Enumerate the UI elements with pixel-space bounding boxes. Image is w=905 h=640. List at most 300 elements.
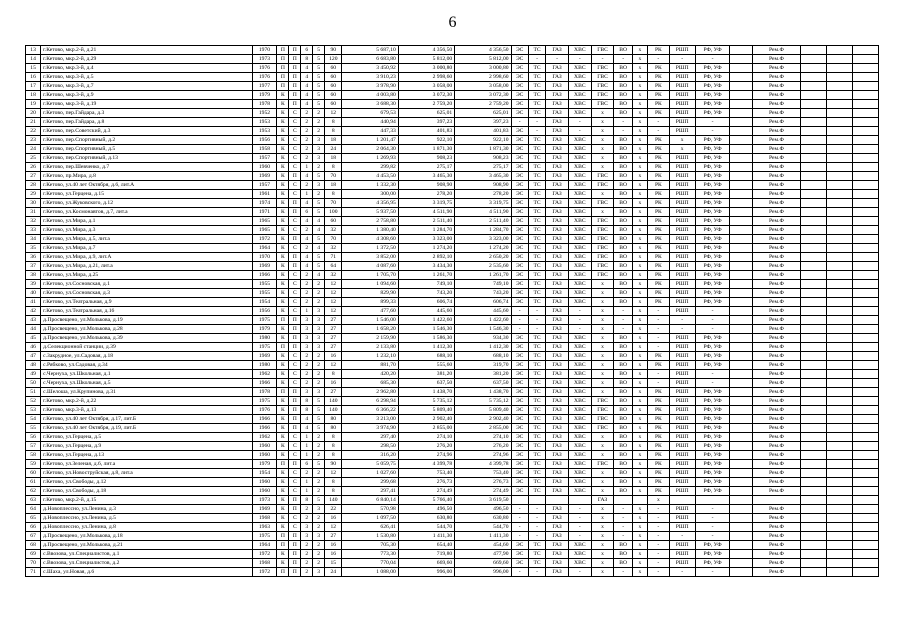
cell-empty bbox=[826, 253, 852, 262]
cell-roof-repair: - bbox=[648, 343, 670, 352]
cell-facade: РФ, УФ bbox=[695, 361, 730, 370]
cell-gas-supply: ГАЗ bbox=[546, 550, 569, 559]
cell-sections: 2 bbox=[301, 550, 313, 559]
cell-address: г.Кетово, пер.Спортивный, д.2 bbox=[41, 136, 252, 145]
cell-total-area: 770,04 bbox=[342, 559, 398, 568]
cell-sewerage: ВО bbox=[614, 541, 632, 550]
cell-total-area: 881,70 bbox=[342, 361, 398, 370]
cell-cold-water: ХВС bbox=[568, 154, 591, 163]
cell-living-area: 996,00 bbox=[398, 568, 454, 577]
cell-living-area: 2 998,60 bbox=[398, 73, 454, 82]
cell-living-area: 669,60 bbox=[398, 559, 454, 568]
cell-wall-material: К bbox=[277, 181, 289, 190]
cell-rshp bbox=[669, 496, 695, 505]
cell-sections: 8 bbox=[301, 55, 313, 64]
cell-residential-area: 743,20 bbox=[455, 289, 511, 298]
cell-roof-repair: РК bbox=[648, 487, 670, 496]
cell-facade: РФ, УФ bbox=[695, 352, 730, 361]
cell-residential-area: 4 399,78 bbox=[455, 460, 511, 469]
cell-sections: 2 bbox=[301, 145, 313, 154]
cell-year-built: 1954 bbox=[252, 298, 277, 307]
cell-building-type: С bbox=[289, 280, 301, 289]
cell-repair-fund: Рем.Ф bbox=[753, 343, 801, 352]
cell-roof-repair: РК bbox=[648, 73, 670, 82]
cell-apartments: 60 bbox=[325, 217, 342, 226]
cell-bath: х bbox=[632, 370, 647, 379]
cell-bath: х bbox=[632, 478, 647, 487]
cell-address: г.Кетово, мкр.2-й, д.15 bbox=[41, 496, 252, 505]
cell-heat-supply: ТС bbox=[528, 181, 545, 190]
cell-row-number: 69 bbox=[26, 550, 41, 559]
cell-electric-supply: ЭС bbox=[511, 244, 528, 253]
cell-hot-water: х bbox=[591, 154, 614, 163]
cell-apartments: 60 bbox=[325, 91, 342, 100]
cell-wall-material: П bbox=[277, 73, 289, 82]
cell-bath bbox=[632, 496, 647, 505]
cell-year-built: 1965 bbox=[252, 226, 277, 235]
cell-heat-supply: ТС bbox=[528, 406, 545, 415]
cell-cold-water: - bbox=[568, 523, 591, 532]
table-row bbox=[26, 181, 879, 190]
table-row bbox=[26, 388, 879, 397]
table-row bbox=[26, 280, 879, 289]
cell-repair-fund: Рем.Ф bbox=[753, 55, 801, 64]
cell-living-area: 401,83 bbox=[398, 127, 454, 136]
cell-rshp: РШП bbox=[669, 208, 695, 217]
cell-sections: 8 bbox=[301, 397, 313, 406]
cell-sewerage: ВО bbox=[614, 559, 632, 568]
cell-floors: 4 bbox=[313, 244, 325, 253]
cell-empty bbox=[826, 505, 852, 514]
cell-floors: 2 bbox=[313, 190, 325, 199]
cell-address: г.Кетово, ул.Герцена, д.5 bbox=[41, 433, 252, 442]
cell-total-area: 1 269,93 bbox=[342, 154, 398, 163]
cell-sewerage: ВО bbox=[614, 145, 632, 154]
cell-empty bbox=[800, 442, 826, 451]
cell-floors: 4 bbox=[313, 217, 325, 226]
cell-facade: - bbox=[695, 118, 730, 127]
cell-empty bbox=[852, 442, 878, 451]
cell-empty bbox=[826, 568, 852, 577]
cell-sections: 2 bbox=[301, 541, 313, 550]
cell-heat-supply: ТС bbox=[528, 109, 545, 118]
cell-total-area: 1 027,60 bbox=[342, 469, 398, 478]
cell-empty bbox=[852, 451, 878, 460]
cell-apartments: 71 bbox=[325, 253, 342, 262]
cell-rshp: - bbox=[669, 568, 695, 577]
cell-empty bbox=[852, 325, 878, 334]
cell-empty bbox=[852, 82, 878, 91]
cell-living-area: 654,40 bbox=[398, 541, 454, 550]
cell-bath: х bbox=[632, 487, 647, 496]
cell-wall-material: К bbox=[277, 523, 289, 532]
cell-gas-supply: ГАЗ bbox=[546, 82, 569, 91]
cell-gas-supply: ГАЗ bbox=[546, 397, 569, 406]
cell-total-area: 2 758,80 bbox=[342, 217, 398, 226]
cell-building-type: П bbox=[289, 199, 301, 208]
cell-facade: РФ, УФ bbox=[695, 82, 730, 91]
cell-empty bbox=[800, 505, 826, 514]
cell-total-area: 3 978,90 bbox=[342, 82, 398, 91]
cell-total-area: 4 356,95 bbox=[342, 199, 398, 208]
cell-residential-area: 274,49 bbox=[455, 487, 511, 496]
table-row bbox=[26, 172, 879, 181]
cell-total-area: 298,50 bbox=[342, 442, 398, 451]
cell-wall-material: П bbox=[277, 64, 289, 73]
cell-living-area: 1 412,30 bbox=[398, 343, 454, 352]
cell-sewerage: ВО bbox=[614, 100, 632, 109]
cell-roof-repair: РК bbox=[648, 190, 670, 199]
cell-sections: 2 bbox=[301, 154, 313, 163]
cell-facade: РФ, УФ bbox=[695, 73, 730, 82]
cell-hot-water: х bbox=[591, 433, 614, 442]
cell-bath: х bbox=[632, 433, 647, 442]
cell-living-area: 274,10 bbox=[398, 433, 454, 442]
cell-row-number: 66 bbox=[26, 523, 41, 532]
cell-building-type: П bbox=[289, 559, 301, 568]
cell-hot-water: ГВС bbox=[591, 64, 614, 73]
cell-rshp: РШП bbox=[669, 451, 695, 460]
cell-repair-fund: Рем.Ф bbox=[753, 325, 801, 334]
cell-hot-water: ГВС bbox=[591, 199, 614, 208]
cell-year-built: 1968 bbox=[252, 514, 277, 523]
cell-apartments: 27 bbox=[325, 532, 342, 541]
cell-cold-water: ХВС bbox=[568, 181, 591, 190]
cell-row-number: 67 bbox=[26, 532, 41, 541]
cell-electric-supply: ЭС bbox=[511, 478, 528, 487]
cell-floors: 2 bbox=[313, 433, 325, 442]
cell-building-type: П bbox=[289, 343, 301, 352]
cell-row-number: 48 bbox=[26, 361, 41, 370]
cell-facade: РФ, УФ bbox=[695, 289, 730, 298]
cell-hot-water: х bbox=[591, 370, 614, 379]
cell-hot-water: х bbox=[591, 316, 614, 325]
cell-residential-area: 3 000,80 bbox=[455, 64, 511, 73]
cell-roof-repair: - bbox=[648, 55, 670, 64]
cell-repair-fund: Рем.Ф bbox=[753, 424, 801, 433]
cell-row-number: 22 bbox=[26, 127, 41, 136]
cell-address: г.Кетово, пер.Гайдара, д.3 bbox=[41, 109, 252, 118]
cell-repair-fund: Рем.Ф bbox=[753, 406, 801, 415]
cell-cold-water: ХВС bbox=[568, 388, 591, 397]
cell-electric-supply: ЭС bbox=[511, 361, 528, 370]
cell-empty bbox=[800, 136, 826, 145]
cell-year-built: 1969 bbox=[252, 172, 277, 181]
cell-sections: 1 bbox=[301, 307, 313, 316]
cell-extra bbox=[730, 334, 753, 343]
cell-empty bbox=[852, 406, 878, 415]
cell-gas-supply: ГАЗ bbox=[546, 253, 569, 262]
cell-rshp: РШП bbox=[669, 235, 695, 244]
cell-year-built: 1958 bbox=[252, 145, 277, 154]
cell-row-number: 64 bbox=[26, 505, 41, 514]
table-row bbox=[26, 73, 879, 82]
cell-repair-fund: Рем.Ф bbox=[753, 307, 801, 316]
cell-repair-fund: Рем.Ф bbox=[753, 523, 801, 532]
cell-extra bbox=[730, 361, 753, 370]
cell-bath: х bbox=[632, 298, 647, 307]
cell-empty bbox=[852, 289, 878, 298]
cell-repair-fund: Рем.Ф bbox=[753, 334, 801, 343]
cell-residential-area: 2 650,20 bbox=[455, 253, 511, 262]
cell-sections: 4 bbox=[301, 100, 313, 109]
cell-bath: х bbox=[632, 136, 647, 145]
table-row bbox=[26, 469, 879, 478]
cell-facade: РФ, УФ bbox=[695, 478, 730, 487]
cell-roof-repair: - bbox=[648, 514, 670, 523]
cell-gas-supply: ГАЗ bbox=[546, 136, 569, 145]
cell-bath: х bbox=[632, 523, 647, 532]
cell-address: г.Кетово, пер.Спортивный, д.13 bbox=[41, 154, 252, 163]
cell-total-area: 4 003,80 bbox=[342, 91, 398, 100]
cell-gas-supply: ГАЗ bbox=[546, 262, 569, 271]
cell-empty bbox=[826, 100, 852, 109]
cell-apartments: 140 bbox=[325, 496, 342, 505]
cell-electric-supply: ЭС bbox=[511, 487, 528, 496]
cell-heat-supply: ТС bbox=[528, 253, 545, 262]
cell-address: д.Просвещено, ул.Молькова, д.21 bbox=[41, 541, 252, 550]
cell-rshp: РШП bbox=[669, 46, 695, 55]
cell-sections: 2 bbox=[301, 136, 313, 145]
cell-apartments: 12 bbox=[325, 523, 342, 532]
cell-facade: РФ, УФ bbox=[695, 541, 730, 550]
cell-roof-repair: РК bbox=[648, 289, 670, 298]
cell-hot-water: х bbox=[591, 532, 614, 541]
cell-roof-repair: РК bbox=[648, 235, 670, 244]
cell-address: д.Просвещено, ул.Молькова, д.28 bbox=[41, 325, 252, 334]
cell-total-area: 2 962,80 bbox=[342, 388, 398, 397]
cell-extra bbox=[730, 226, 753, 235]
cell-empty bbox=[800, 352, 826, 361]
cell-repair-fund: Рем.Ф bbox=[753, 46, 801, 55]
cell-bath: х bbox=[632, 163, 647, 172]
cell-year-built: 1956 bbox=[252, 307, 277, 316]
cell-sections: 2 bbox=[301, 559, 313, 568]
cell-row-number: 18 bbox=[26, 91, 41, 100]
cell-rshp: РШП bbox=[669, 415, 695, 424]
cell-address: с.Шаха, ул.Новая, д.6 bbox=[41, 568, 252, 577]
cell-sections: 2 bbox=[301, 514, 313, 523]
cell-hot-water: ГВС bbox=[591, 424, 614, 433]
cell-extra bbox=[730, 253, 753, 262]
cell-apartments: 16 bbox=[325, 352, 342, 361]
cell-rshp: РШП bbox=[669, 298, 695, 307]
cell-facade: РФ, УФ bbox=[695, 460, 730, 469]
cell-sewerage: - bbox=[614, 505, 632, 514]
cell-sections: 4 bbox=[301, 82, 313, 91]
cell-empty bbox=[800, 415, 826, 424]
cell-repair-fund: Рем.Ф bbox=[753, 316, 801, 325]
cell-wall-material: К bbox=[277, 127, 289, 136]
cell-facade: РФ, УФ bbox=[695, 280, 730, 289]
cell-building-type: С bbox=[289, 127, 301, 136]
cell-building-type: П bbox=[289, 64, 301, 73]
cell-living-area: 276,73 bbox=[398, 478, 454, 487]
cell-rshp: РШП bbox=[669, 487, 695, 496]
cell-facade: РФ, УФ bbox=[695, 91, 730, 100]
cell-apartments: 8 bbox=[325, 118, 342, 127]
cell-residential-area: 749,10 bbox=[455, 280, 511, 289]
cell-rshp: РШП bbox=[669, 559, 695, 568]
cell-residential-area: 1 871,30 bbox=[455, 145, 511, 154]
cell-residential-area: 3 619,50 bbox=[455, 496, 511, 505]
cell-roof-repair: РК bbox=[648, 433, 670, 442]
cell-bath: х bbox=[632, 334, 647, 343]
cell-wall-material: К bbox=[277, 271, 289, 280]
cell-hot-water: х bbox=[591, 487, 614, 496]
cell-residential-area: 1 412,30 bbox=[455, 343, 511, 352]
cell-empty bbox=[826, 244, 852, 253]
cell-hot-water: х bbox=[591, 523, 614, 532]
cell-empty bbox=[800, 46, 826, 55]
cell-row-number: 57 bbox=[26, 442, 41, 451]
cell-bath: х bbox=[632, 316, 647, 325]
cell-rshp: РШП bbox=[669, 118, 695, 127]
cell-cold-water: - bbox=[568, 55, 591, 64]
cell-building-type: П bbox=[289, 550, 301, 559]
cell-bath: х bbox=[632, 406, 647, 415]
cell-floors: 2 bbox=[313, 550, 325, 559]
table-row bbox=[26, 46, 879, 55]
cell-wall-material: К bbox=[277, 262, 289, 271]
cell-year-built: 1975 bbox=[252, 316, 277, 325]
cell-heat-supply: ТС bbox=[528, 46, 545, 55]
cell-facade: РФ, УФ bbox=[695, 415, 730, 424]
cell-apartments: 8 bbox=[325, 442, 342, 451]
cell-living-area: 276,20 bbox=[398, 442, 454, 451]
cell-empty bbox=[826, 478, 852, 487]
cell-address: с.Шелоша, ул.Крупинова, д.31 bbox=[41, 388, 252, 397]
cell-facade: РФ, УФ bbox=[695, 442, 730, 451]
cell-address: г.Кетово, ул.Театральная, д.16 bbox=[41, 307, 252, 316]
cell-total-area: 299,68 bbox=[342, 478, 398, 487]
cell-apartments: 8 bbox=[325, 370, 342, 379]
cell-empty bbox=[800, 460, 826, 469]
cell-empty bbox=[852, 370, 878, 379]
cell-hot-water: х bbox=[591, 451, 614, 460]
cell-building-type: П bbox=[289, 208, 301, 217]
cell-empty bbox=[826, 271, 852, 280]
cell-gas-supply: ГАЗ bbox=[546, 64, 569, 73]
cell-row-number: 55 bbox=[26, 424, 41, 433]
cell-repair-fund: Рем.Ф bbox=[753, 478, 801, 487]
cell-floors: 2 bbox=[313, 163, 325, 172]
cell-hot-water: х bbox=[591, 568, 614, 577]
cell-roof-repair: РК bbox=[648, 226, 670, 235]
cell-total-area: 1 094,60 bbox=[342, 280, 398, 289]
cell-wall-material: К bbox=[277, 136, 289, 145]
cell-floors: 5 bbox=[313, 496, 325, 505]
cell-gas-supply: ГАЗ bbox=[546, 424, 569, 433]
cell-building-type: П bbox=[289, 496, 301, 505]
cell-row-number: 30 bbox=[26, 199, 41, 208]
cell-cold-water: ХВС bbox=[568, 334, 591, 343]
cell-heat-supply: - bbox=[528, 316, 545, 325]
cell-address: д.Просвещено, ул.Молькова, д.39 bbox=[41, 334, 252, 343]
cell-hot-water: х bbox=[591, 388, 614, 397]
cell-address: г.Кетово, ул.Свободы, д.18 bbox=[41, 487, 252, 496]
cell-cold-water: ХВС bbox=[568, 406, 591, 415]
cell-apartments: 90 bbox=[325, 46, 342, 55]
cell-hot-water: х bbox=[591, 514, 614, 523]
cell-hot-water: х bbox=[591, 289, 614, 298]
cell-heat-supply: - bbox=[528, 568, 545, 577]
cell-cold-water: ХВС bbox=[568, 370, 591, 379]
cell-address: г.Кетово, ул.Герцена, д.9 bbox=[41, 442, 252, 451]
cell-empty bbox=[852, 388, 878, 397]
cell-hot-water: х bbox=[591, 298, 614, 307]
cell-row-number: 14 bbox=[26, 55, 41, 64]
cell-sewerage: ВО bbox=[614, 172, 632, 181]
cell-hot-water: х bbox=[591, 163, 614, 172]
cell-repair-fund: Рем.Ф bbox=[753, 199, 801, 208]
cell-repair-fund: Рем.Ф bbox=[753, 487, 801, 496]
cell-empty bbox=[826, 379, 852, 388]
cell-living-area: 274,49 bbox=[398, 487, 454, 496]
cell-gas-supply: ГАЗ bbox=[546, 127, 569, 136]
cell-repair-fund: Рем.Ф bbox=[753, 145, 801, 154]
cell-hot-water: ГВС bbox=[591, 172, 614, 181]
cell-rshp: РШП bbox=[669, 361, 695, 370]
cell-cold-water: ХВС bbox=[568, 433, 591, 442]
cell-rshp: РШП bbox=[669, 172, 695, 181]
cell-row-number: 56 bbox=[26, 433, 41, 442]
cell-repair-fund: Рем.Ф bbox=[753, 541, 801, 550]
cell-living-area: 1 871,30 bbox=[398, 145, 454, 154]
cell-extra bbox=[730, 55, 753, 64]
cell-sections: 2 bbox=[301, 379, 313, 388]
cell-gas-supply: ГАЗ bbox=[546, 172, 569, 181]
cell-hot-water: ГВС bbox=[591, 262, 614, 271]
cell-empty bbox=[852, 496, 878, 505]
cell-electric-supply: ЭС bbox=[511, 550, 528, 559]
cell-extra bbox=[730, 244, 753, 253]
cell-empty bbox=[800, 433, 826, 442]
cell-wall-material: К bbox=[277, 307, 289, 316]
cell-gas-supply: ГАЗ bbox=[546, 568, 569, 577]
cell-total-area: 3 688,30 bbox=[342, 100, 398, 109]
cell-address: д.Новоплессно, ул.Ленина, д.5 bbox=[41, 514, 252, 523]
cell-wall-material: К bbox=[277, 100, 289, 109]
cell-address: г.Кетово, ул.40 лет Октября, д.19, лит.Б bbox=[41, 424, 252, 433]
cell-gas-supply: ГАЗ bbox=[546, 343, 569, 352]
cell-heat-supply: ТС bbox=[528, 73, 545, 82]
cell-floors: 3 bbox=[313, 343, 325, 352]
cell-cold-water: ХВС bbox=[568, 136, 591, 145]
cell-row-number: 50 bbox=[26, 379, 41, 388]
cell-building-type: П bbox=[289, 55, 301, 64]
cell-wall-material: К bbox=[277, 496, 289, 505]
cell-row-number: 40 bbox=[26, 289, 41, 298]
cell-sewerage: ВО bbox=[614, 235, 632, 244]
cell-year-built: 1953 bbox=[252, 118, 277, 127]
cell-floors: 2 bbox=[313, 298, 325, 307]
cell-heat-supply: ТС bbox=[528, 145, 545, 154]
cell-heat-supply: - bbox=[528, 505, 545, 514]
cell-gas-supply: ГАЗ bbox=[546, 307, 569, 316]
cell-empty bbox=[826, 406, 852, 415]
cell-cold-water: ХВС bbox=[568, 100, 591, 109]
cell-wall-material: П bbox=[277, 316, 289, 325]
cell-cold-water: - bbox=[568, 532, 591, 541]
cell-year-built: 1975 bbox=[252, 532, 277, 541]
cell-living-area: 2 511,40 bbox=[398, 217, 454, 226]
cell-cold-water: ХВС bbox=[568, 460, 591, 469]
cell-empty bbox=[800, 550, 826, 559]
cell-living-area: 3 058,00 bbox=[398, 82, 454, 91]
cell-empty bbox=[800, 100, 826, 109]
table-row bbox=[26, 532, 879, 541]
